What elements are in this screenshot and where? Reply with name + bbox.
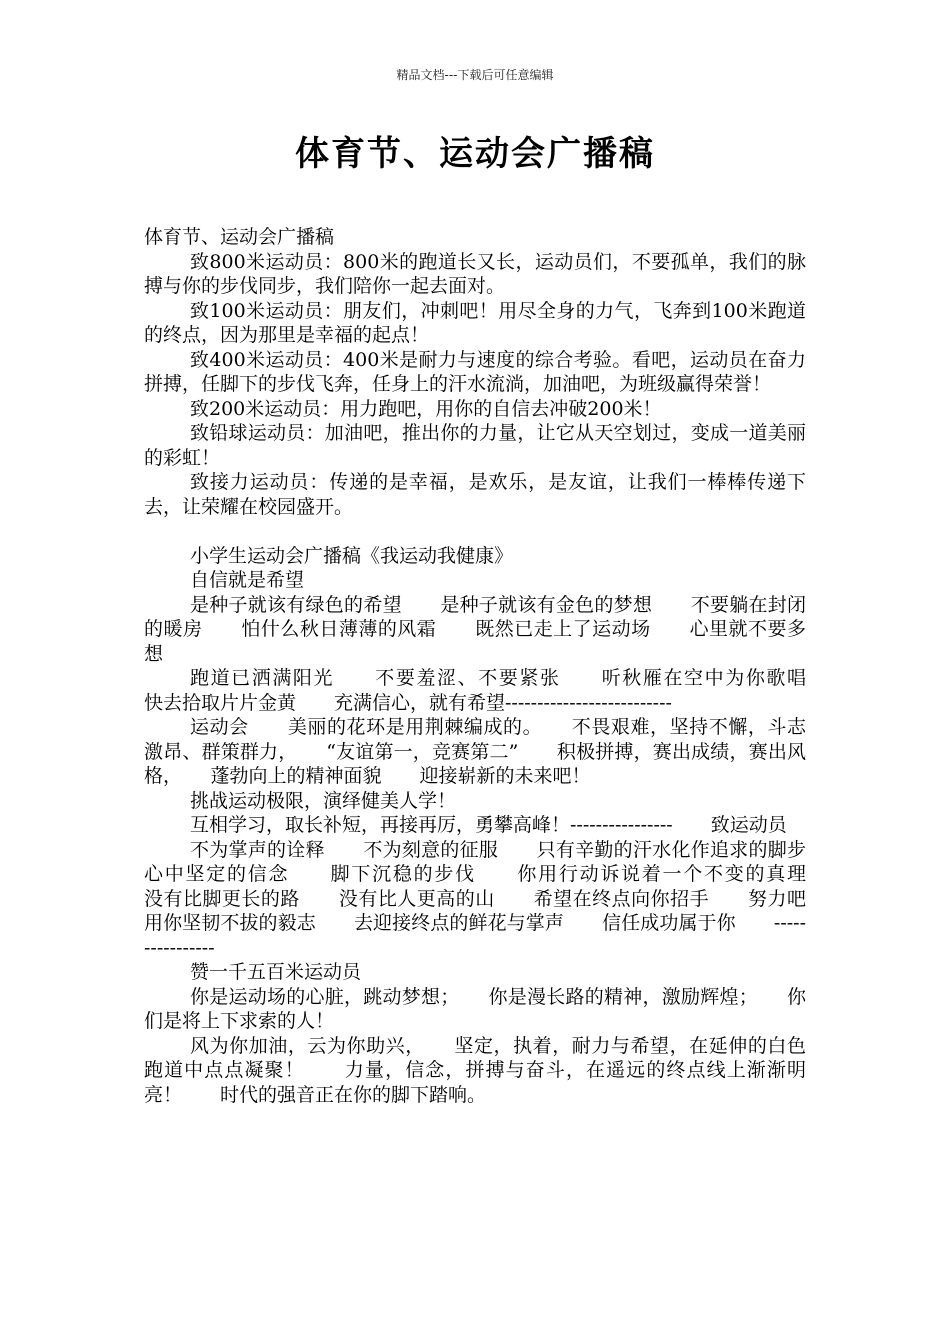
paragraph: 致200米运动员：用力跑吧，用你的自信去冲破200米！ (190, 397, 662, 420)
document-body (144, 225, 845, 1107)
paragraph: 你是运动场的心脏，跳动梦想； 你是漫长路的精神，激励辉煌； 你们是将上下求索的人！ (144, 985, 806, 1032)
paragraph: 小学生运动会广播稿《我运动我健康》 (190, 544, 514, 567)
paragraph: 跑道已洒满阳光 不要羞涩、不要紧张 听秋雁在空中为你歌唱 快去拾取片片金黄 充满信心，就有希望-------------------------- (144, 667, 845, 714)
paragraph: 体育节、运动会广播稿 (144, 226, 335, 248)
blank-line (144, 519, 806, 544)
page-header: 精品文档---下载后可任意编辑 (396, 68, 554, 82)
paragraph: 互相学习，取长补短，再接再厉，勇攀高峰！---------------- 致运动员 (190, 814, 787, 836)
paragraph: 致接力运动员：传递的是幸福，是欢乐，是友谊，让我们一棒棒传递下去，让荣耀在校园盛开。 (144, 471, 806, 518)
paragraph: 挑战运动极限，演绎健美人学！ (190, 789, 457, 812)
paragraph: 致100米运动员：朋友们，冲刺吧！用尽全身的力气，飞奔到100米跑道的终点，因为那里是幸福的起点！ (144, 299, 806, 346)
paragraph: 自信就是希望 (190, 569, 305, 591)
paragraph: 不为掌声的诠释 不为刻意的征服 只有辛勤的汗水化作追求的脚步 心中坚定的信念 脚下沉稳的步伐 你用行动诉说着一个不变的真理 没有比脚更长的路 没有比人更高的山 希望在终点向你招手 努力吧用你坚韧不拔的毅志 去迎接终点的鲜花与掌声 信任成功属于你 ---------------- (144, 838, 845, 959)
paragraph: 是种子就该有绿色的希望 是种子就该有金色的梦想 不要躺在封闭的暖房 怕什么秋日薄薄的风霜 既然已走上了运动场 心里就不要多想 (144, 593, 806, 665)
paragraph: 致铅球运动员：加油吧，推出你的力量，让它从天空划过，变成一道美丽的彩虹！ (144, 422, 806, 469)
paragraph: 风为你加油，云为你助兴， 坚定，执着，耐力与希望，在延伸的白色跑道中点点凝聚！ 力量，信念，拼搏与奋斗，在遥远的终点线上渐渐明亮！ 时代的强音正在你的脚下踏响。 (144, 1034, 806, 1106)
paragraph: 致400米运动员：400米是耐力与速度的综合考验。看吧，运动员在奋力拼搏，任脚下的步伐飞奔，任身上的汗水流淌，加油吧，为班级赢得荣誉！ (144, 348, 806, 395)
paragraph: 运动会 美丽的花环是用荆棘编成的。 不畏艰难，坚持不懈，斗志激昂、群策群力， “友谊第一，竞赛第二” 积极拼搏，赛出成绩，赛出风格， 蓬勃向上的精神面貌 迎接崭新的未来吧！ (144, 716, 806, 787)
paragraph: 赞一千五百米运动员 (190, 961, 362, 983)
document-title: 体育节、运动会广播稿 (295, 134, 655, 174)
paragraph: 致800米运动员：800米的跑道长又长，运动员们，不要孤单，我们的脉搏与你的步伐同步，我们陪你一起去面对。 (144, 250, 806, 297)
